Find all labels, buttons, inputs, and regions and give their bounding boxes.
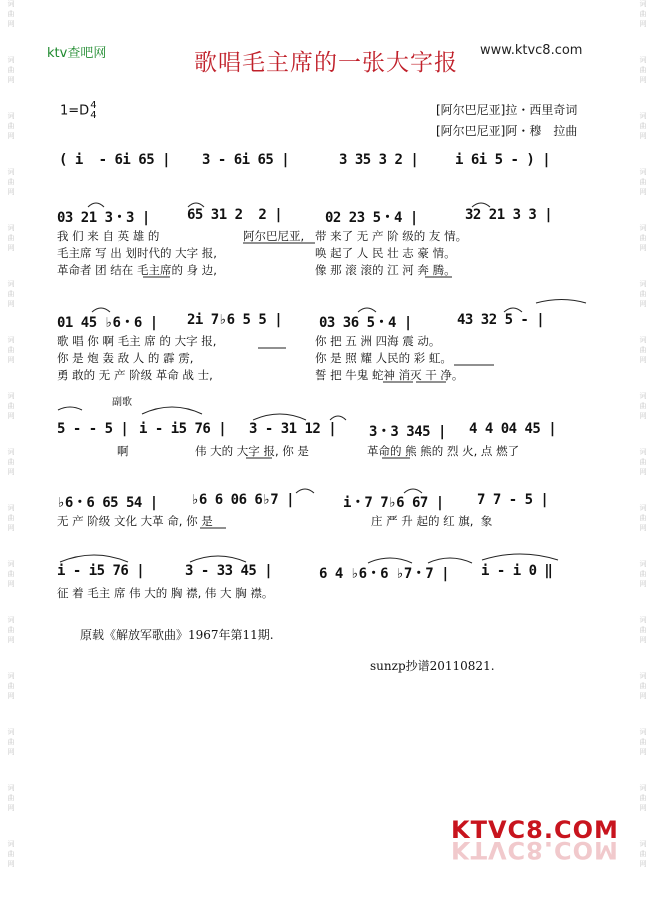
measure: 01 45 ♭6・6 | [57,315,158,331]
measure: i - i5 76 | [139,421,227,437]
side-strip-char: 曲 [7,234,15,242]
side-strip-char: 词 [639,56,647,64]
side-strip-char: 网 [7,412,15,420]
side-strip-char: 词 [7,784,15,792]
side-strip-char: 曲 [639,626,647,634]
side-strip-char: 曲 [7,682,15,690]
side-strip-char: 曲 [7,10,15,18]
slur [58,407,82,410]
slur [330,416,346,420]
side-strip-char: 网 [639,580,647,588]
measure: i - i 0 ‖ [481,563,553,579]
side-strip-char: 曲 [639,850,647,858]
side-strip-char: 词 [639,672,647,680]
side-strip-char: 网 [639,804,647,812]
key-label: 1=D [60,103,90,119]
side-strip-char: 词 [7,560,15,568]
watermark-text: KTVC8.COM [451,816,619,844]
side-strip-char: 词 [7,448,15,456]
side-strip-char: 曲 [7,458,15,466]
side-strip-char: 曲 [639,178,647,186]
side-strip-char: 曲 [7,514,15,522]
measure: i 6i 5 - ) | [455,152,551,168]
side-strip-char: 曲 [639,794,647,802]
measure: i - i5 76 | [57,563,145,579]
lyric-text: 庄 严 升 起的 红 旗, 象 [371,514,493,528]
time-signature [90,101,96,121]
side-strip-char: 网 [7,132,15,140]
side-strip-char: 曲 [7,122,15,130]
lyric-text: 毛主席 写 出 划时代的 大字 报, [57,246,217,260]
measure: 3 - 6i 65 | [202,152,290,168]
side-strip-char: 词 [639,560,647,568]
side-strip-char: 曲 [7,794,15,802]
side-strip-char: 曲 [639,234,647,242]
lyricist-credit: [阿尔巴尼亚]拉・西里奇词 [436,103,578,117]
side-strip-char: 曲 [639,66,647,74]
measure: 02 23 5・4 | [325,210,418,226]
measure: 32 21 3 3 | [465,207,553,223]
side-strip-char: 词 [7,504,15,512]
lyric-line-9 [57,585,587,601]
lyric-text: 勇 敢的 无 产 阶级 革命 战 士, [57,368,213,382]
song-title: 歌唱毛主席的一张大字报 [194,50,458,76]
notation-row-5 [57,492,587,512]
measure: 4 4 04 45 | [469,421,557,437]
slur [253,414,306,420]
side-strip-char: 曲 [7,290,15,298]
side-strip-char: 网 [7,244,15,252]
side-strip-char: 曲 [639,122,647,130]
side-strip-char: 词 [639,448,647,456]
side-strip-char: 词 [639,0,647,8]
side-strip-char: 网 [639,356,647,364]
notation-row-4 [57,421,587,441]
side-strip-char: 曲 [7,738,15,746]
watermark-logo [451,816,619,886]
side-strip-char: 词 [7,728,15,736]
side-strip-char: 词 [639,112,647,120]
slur [190,556,246,562]
side-strip-char: 网 [639,468,647,476]
side-strip-char: 网 [7,188,15,196]
side-strip-char: 词 [7,336,15,344]
measure: 7 7 - 5 | [477,492,549,508]
side-strip-char: 网 [639,244,647,252]
lyric-text: 你 是 照 耀 人民的 彩 虹。 [315,351,452,365]
side-strip-char: 网 [639,524,647,532]
measure: i・7 7♭6 67 | [343,495,444,511]
side-strip-char: 曲 [639,290,647,298]
lyric-line-5 [57,350,587,366]
side-strip-char: 网 [7,860,15,868]
measure: 6 4 ♭6・6 ♭7・7 | [319,566,450,582]
side-strip-char: 词 [639,616,647,624]
measure: ♭6・6 65 54 | [57,495,158,511]
side-strip-char: 词 [639,504,647,512]
side-strip-char: 曲 [639,514,647,522]
side-strip-char: 词 [639,840,647,848]
slur [60,555,128,562]
side-strip-char: 网 [639,748,647,756]
site-url[interactable]: www.ktvc8.com [480,43,583,58]
side-strip-char: 网 [639,692,647,700]
lyric-line-3 [57,262,587,278]
side-strip-char: 网 [7,692,15,700]
time-sig-bottom: 4 [90,110,97,121]
measure: 3 35 3 2 | [339,152,419,168]
right-watermark-strip [636,0,650,910]
side-strip-char: 词 [7,112,15,120]
measure: 3 - 33 45 | [185,563,273,579]
lyric-line-1 [57,228,587,244]
lyric-text: 征 着 毛主 席 伟 大的 胸 襟, 伟 大 胸 襟。 [57,586,274,600]
side-strip-char: 网 [7,748,15,756]
lyric-line-7 [57,443,587,459]
slur [142,407,202,414]
side-strip-char: 网 [7,636,15,644]
lyric-text: 革命的 熊 熊的 烈 火, 点 燃了 [367,444,520,458]
notation-row-3 [57,312,587,332]
side-strip-char: 曲 [639,346,647,354]
measure: 43 32 5 - | [457,312,545,328]
lyric-text: 啊 [117,444,129,458]
side-strip-char: 词 [639,728,647,736]
side-strip-char: 曲 [639,10,647,18]
measure: 2i 7♭6 5 5 | [187,312,283,328]
side-strip-char: 网 [7,356,15,364]
measure: ♭6 6 06 6♭7 | [191,492,295,508]
left-watermark-strip [4,0,18,910]
measure: 03 21 3・3 | [57,210,150,226]
side-strip-char: 曲 [7,178,15,186]
measure: ( i - 6i 65 | [59,152,171,168]
measure: 5 - - 5 | [57,421,129,437]
side-strip-char: 曲 [7,570,15,578]
side-strip-char: 词 [7,392,15,400]
side-strip-char: 网 [639,412,647,420]
watermark-reflection: KTVC8.COM [451,836,619,864]
side-strip-char: 曲 [7,850,15,858]
lyric-text: 革命者 团 结在 毛主席的 身 边, [57,263,217,277]
side-strip-char: 词 [7,168,15,176]
measure: 3 - 31 12 | [249,421,337,437]
side-strip-char: 网 [639,636,647,644]
side-strip-char: 曲 [7,66,15,74]
side-strip-char: 网 [639,20,647,28]
transcriber-note: sunzp抄谱20110821. [370,659,495,673]
lyric-text: 我 们 来 自 英 雄 的 [57,229,160,243]
lyric-text: 你 把 五 洲 四海 震 动。 [315,334,441,348]
side-strip-char: 词 [7,224,15,232]
source-note: 原载《解放军歌曲》1967年第11期. [80,628,274,642]
lyric-text: 唤 起了 人 民 壮 志 豪 情。 [315,246,456,260]
lyric-text: 像 那 滚 滚的 江 河 奔 腾。 [315,263,456,277]
lyric-text: 歌 唱 你 啊 毛主 席 的 大字 报, [57,334,217,348]
side-strip-char: 词 [639,168,647,176]
lyric-text: 带 来了 无 产 阶 级的 友 情。 [315,229,468,243]
side-strip-char: 词 [7,616,15,624]
side-strip-char: 曲 [639,682,647,690]
notation-row-6 [57,563,587,583]
side-strip-char: 词 [639,392,647,400]
side-strip-char: 词 [7,280,15,288]
side-strip-char: 曲 [7,626,15,634]
lyric-line-4 [57,333,587,349]
side-strip-char: 网 [7,580,15,588]
side-strip-char: 网 [639,188,647,196]
measure: 65 31 2 2 | [187,207,283,223]
side-strip-char: 曲 [639,458,647,466]
side-strip-char: 词 [639,784,647,792]
side-strip-char: 词 [639,280,647,288]
side-strip-char: 网 [7,300,15,308]
lyric-text: 你 是 炮 轰 敌 人 的 霹 雳, [57,351,194,365]
side-strip-char: 词 [7,56,15,64]
lyric-text: 伟 大的 大字 报, 你 是 [195,444,309,458]
side-strip-char: 词 [639,224,647,232]
side-strip-char: 词 [639,336,647,344]
side-strip-char: 网 [639,76,647,84]
time-sig-top: 4 [90,100,97,111]
measure: 03 36 5・4 | [319,315,412,331]
side-strip-char: 网 [7,804,15,812]
lyric-text: 阿尔巴尼亚, [243,229,305,243]
measure: 3・3 345 | [369,424,446,440]
lyric-text: 誓 把 牛鬼 蛇神 消灭 干 净。 [315,368,464,382]
side-strip-char: 网 [639,132,647,140]
side-strip-char: 网 [7,524,15,532]
notation-row-1 [57,152,587,172]
side-strip-char: 曲 [639,570,647,578]
side-strip-char: 词 [7,0,15,8]
side-strip-char: 网 [7,76,15,84]
side-strip-char: 词 [7,672,15,680]
notation-row-2 [57,207,587,227]
side-strip-char: 网 [639,300,647,308]
lyric-line-8 [57,513,587,529]
side-strip-char: 网 [7,20,15,28]
side-strip-char: 曲 [7,346,15,354]
key-signature [60,101,97,121]
side-strip-char: 曲 [7,402,15,410]
side-strip-char: 词 [7,840,15,848]
site-name[interactable]: ktv查吧网 [47,46,107,61]
composer-credit: [阿尔巴尼亚]阿・穆 拉曲 [436,124,578,138]
lyric-line-2 [57,245,587,261]
chorus-marker: 副歌 [112,397,132,408]
side-strip-char: 曲 [639,738,647,746]
lyric-text: 无 产 阶级 文化 大革 命, 你 是 [57,514,213,528]
slur [482,554,558,560]
side-strip-char: 曲 [639,402,647,410]
side-strip-char: 网 [7,468,15,476]
slur [536,300,586,304]
side-strip-char: 网 [639,860,647,868]
lyric-line-6 [57,367,587,383]
